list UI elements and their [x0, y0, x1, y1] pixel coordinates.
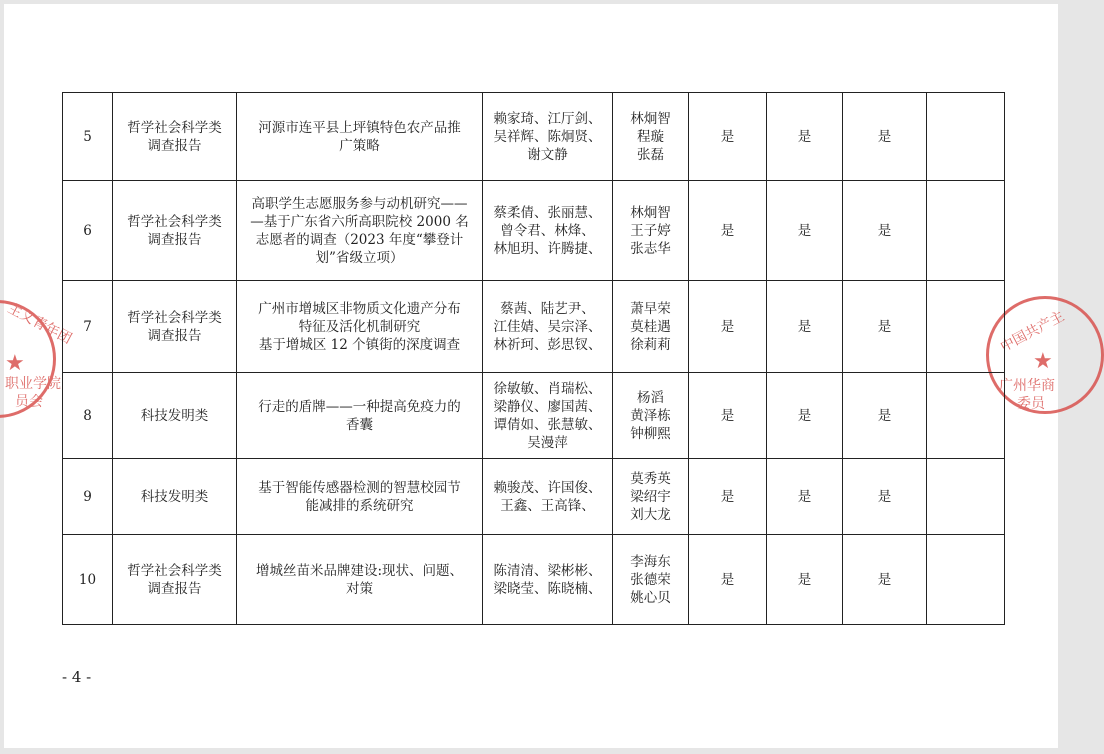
table-row [63, 535, 1005, 625]
project-topic: 行走的盾牌——一种提高免疫力的 香囊 [237, 373, 483, 459]
criterion-1-cell: 是 [689, 93, 767, 181]
team-members: 赖骏茂、许国俊、 王鑫、王高锋、 [483, 459, 613, 535]
project-topic: 高职学生志愿服务参与动机研究—— —基于广东省六所高职院校 2000 名 志愿者的调查（2023 年度“攀登计 划”省级立项） [237, 181, 483, 281]
project-topic: 广州市增城区非物质文化遗产分布 特征及活化机制研究 基于增城区 12 个镇街的深度调查 [237, 281, 483, 373]
criterion-3-cell: 是 [843, 281, 927, 373]
left-seal-text-middle: 职业学院 [5, 376, 61, 392]
criterion-3-cell: 是 [843, 535, 927, 625]
criterion-3-cell: 是 [843, 459, 927, 535]
criterion-4-cell [927, 535, 1005, 625]
table-row [63, 281, 1005, 373]
criterion-2-cell: 是 [767, 281, 843, 373]
right-seal-text-middle: 广州华商 [999, 378, 1055, 394]
right-seal-text-bottom: 委员 [1017, 396, 1045, 412]
page-number: - 4 - [62, 668, 92, 686]
left-seal-text-top: 主义青年团 [4, 300, 75, 348]
right-seal-star-icon: ★ [1033, 349, 1053, 374]
criterion-2-cell: 是 [767, 535, 843, 625]
left-seal-star-icon: ★ [5, 351, 25, 376]
table-row [63, 181, 1005, 281]
table-row [63, 373, 1005, 459]
advisors: 萧早荣 莫桂遇 徐莉莉 [613, 281, 689, 373]
advisors: 林炯智 王子婷 张志华 [613, 181, 689, 281]
row-number: 8 [63, 373, 113, 459]
criterion-4-cell [927, 93, 1005, 181]
advisors: 林炯智 程璇 张磊 [613, 93, 689, 181]
criterion-4-cell [927, 459, 1005, 535]
criterion-4-cell [927, 281, 1005, 373]
team-members: 蔡柔倩、张丽慧、 曾令君、林烽、 林旭玥、许腾捷、 [483, 181, 613, 281]
criterion-2-cell: 是 [767, 459, 843, 535]
criterion-4-cell [927, 181, 1005, 281]
project-category: 哲学社会科学类 调查报告 [113, 93, 237, 181]
table-row [63, 459, 1005, 535]
advisors: 杨滔 黄泽栋 钟柳熙 [613, 373, 689, 459]
criterion-4-cell [927, 373, 1005, 459]
criterion-1-cell: 是 [689, 181, 767, 281]
team-members: 徐敏敏、肖瑞松、 梁静仪、廖国茜、 谭倩如、张慧敏、 吴漫萍 [483, 373, 613, 459]
criterion-2-cell: 是 [767, 93, 843, 181]
criterion-1-cell: 是 [689, 373, 767, 459]
row-number: 10 [63, 535, 113, 625]
row-number: 6 [63, 181, 113, 281]
project-category: 科技发明类 [113, 459, 237, 535]
team-members: 蔡茜、陆艺尹、 江佳婧、吴宗泽、 林祈珂、彭思钗、 [483, 281, 613, 373]
advisors: 莫秀英 梁绍宇 刘大龙 [613, 459, 689, 535]
team-members: 赖家琦、江厅剑、 吴祥辉、陈炯贤、 谢文静 [483, 93, 613, 181]
right-seal-text-top: 中国共产主 [997, 308, 1068, 356]
row-number: 9 [63, 459, 113, 535]
project-topic: 河源市连平县上坪镇特色农产品推 广策略 [237, 93, 483, 181]
project-category: 哲学社会科学类 调查报告 [113, 181, 237, 281]
criterion-3-cell: 是 [843, 93, 927, 181]
project-category: 科技发明类 [113, 373, 237, 459]
criterion-3-cell: 是 [843, 181, 927, 281]
award-projects-table [62, 92, 1005, 625]
criterion-2-cell: 是 [767, 181, 843, 281]
project-topic: 基于智能传感器检测的智慧校园节 能减排的系统研究 [237, 459, 483, 535]
row-number: 5 [63, 93, 113, 181]
project-category: 哲学社会科学类 调查报告 [113, 535, 237, 625]
project-topic: 增城丝苗米品牌建设:现状、问题、 对策 [237, 535, 483, 625]
criterion-3-cell: 是 [843, 373, 927, 459]
criterion-1-cell: 是 [689, 281, 767, 373]
criterion-1-cell: 是 [689, 459, 767, 535]
team-members: 陈清清、梁彬彬、 梁晓莹、陈晓楠、 [483, 535, 613, 625]
table-row [63, 93, 1005, 181]
row-number: 7 [63, 281, 113, 373]
project-category: 哲学社会科学类 调查报告 [113, 281, 237, 373]
criterion-2-cell: 是 [767, 373, 843, 459]
left-seal-text-bottom: 员会 [15, 394, 43, 410]
criterion-1-cell: 是 [689, 535, 767, 625]
advisors: 李海东 张德荣 姚心贝 [613, 535, 689, 625]
